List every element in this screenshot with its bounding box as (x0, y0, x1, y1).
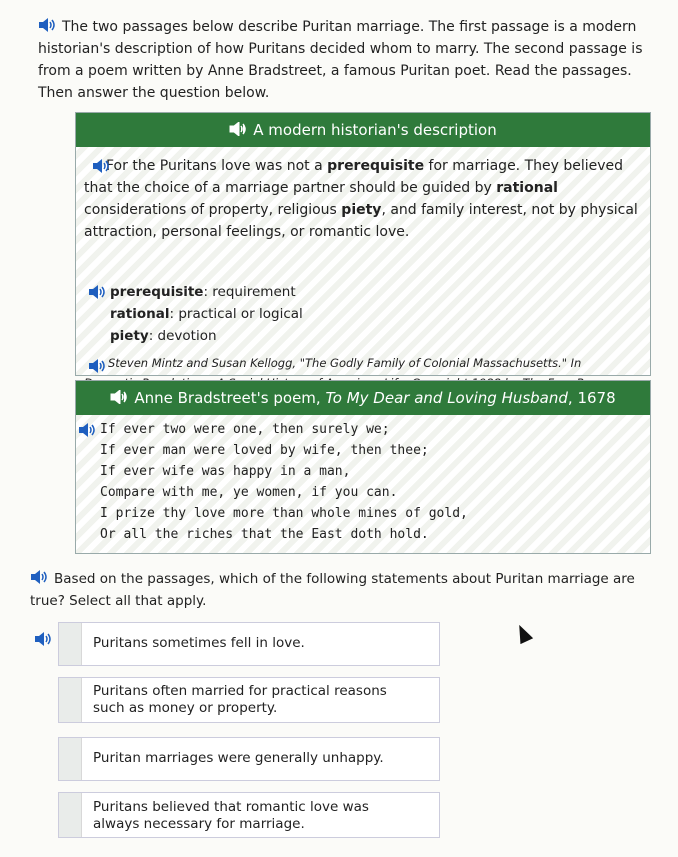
speaker-icon[interactable] (38, 18, 56, 32)
question-text: Based on the passages, which of the following statements about Puritan marriage are true? Select all that apply. (30, 571, 635, 609)
poem-line: Compare with me, ye women, if you can. (100, 485, 398, 500)
speaker-icon[interactable] (110, 390, 128, 404)
speaker-icon[interactable] (88, 285, 106, 299)
cursor-icon (513, 622, 533, 644)
speaker-icon[interactable] (34, 632, 52, 646)
checkbox[interactable] (59, 738, 82, 780)
term-piety[interactable]: piety (341, 202, 382, 218)
poem-line: I prize thy love more than whole mines of gold, (100, 506, 468, 521)
option-label: Puritan marriages were generally unhappy. (93, 750, 384, 766)
definition-1: prerequisite: requirement (110, 284, 296, 300)
historian-text: For the Puritans love was not a prerequisite for marriage. They believed that the choice of a marriage partner should be guided by rational considerations of property, religious piety, and family interest, not by physical attraction, personal feelings, or romantic love. (84, 158, 638, 240)
answer-option[interactable] (58, 737, 440, 781)
poem-heading: Anne Bradstreet's poem, To My Dear and Loving Husband, 1678 (76, 381, 650, 415)
option-label: Puritans often married for practical reasons such as money or property. (93, 683, 387, 716)
term-prerequisite[interactable]: prerequisite (327, 158, 425, 174)
poem-passage (75, 380, 651, 554)
poem-line: If ever man were loved by wife, then thee; (100, 443, 429, 458)
poem-line: If ever two were one, then surely we; (100, 422, 390, 437)
checkbox[interactable] (59, 678, 82, 722)
speaker-icon[interactable] (229, 122, 247, 136)
historian-heading: A modern historian's description (76, 113, 650, 147)
poem-line: Or all the riches that the East doth hold. (100, 527, 429, 542)
intro-text: The two passages below describe Puritan marriage. The first passage is a modern historian's description of how Puritans decided whom to marry. The second passage is from a poem written by Anne Bradstreet, a famous Puritan poet. Read the passages. Then answer the question below. (38, 19, 643, 101)
checkbox[interactable] (59, 623, 82, 665)
speaker-icon[interactable] (78, 423, 96, 437)
poem-line: If ever wife was happy in a man, (100, 464, 351, 479)
term-rational[interactable]: rational (496, 180, 558, 196)
option-label: Puritans believed that romantic love was always necessary for marriage. (93, 799, 369, 832)
speaker-icon[interactable] (92, 159, 110, 173)
answer-option[interactable] (58, 677, 440, 723)
checkbox[interactable] (59, 793, 82, 837)
answer-option[interactable] (58, 792, 440, 838)
definition-3: piety: devotion (110, 328, 217, 344)
definition-2: rational: practical or logical (110, 306, 303, 322)
citation: Steven Mintz and Susan Kellogg, "The Godly Family of Colonial Massachusetts." In (108, 356, 582, 370)
option-label: Puritans sometimes fell in love. (93, 635, 305, 651)
historian-passage (75, 112, 651, 376)
speaker-icon[interactable] (30, 570, 48, 584)
answer-option[interactable] (58, 622, 440, 666)
